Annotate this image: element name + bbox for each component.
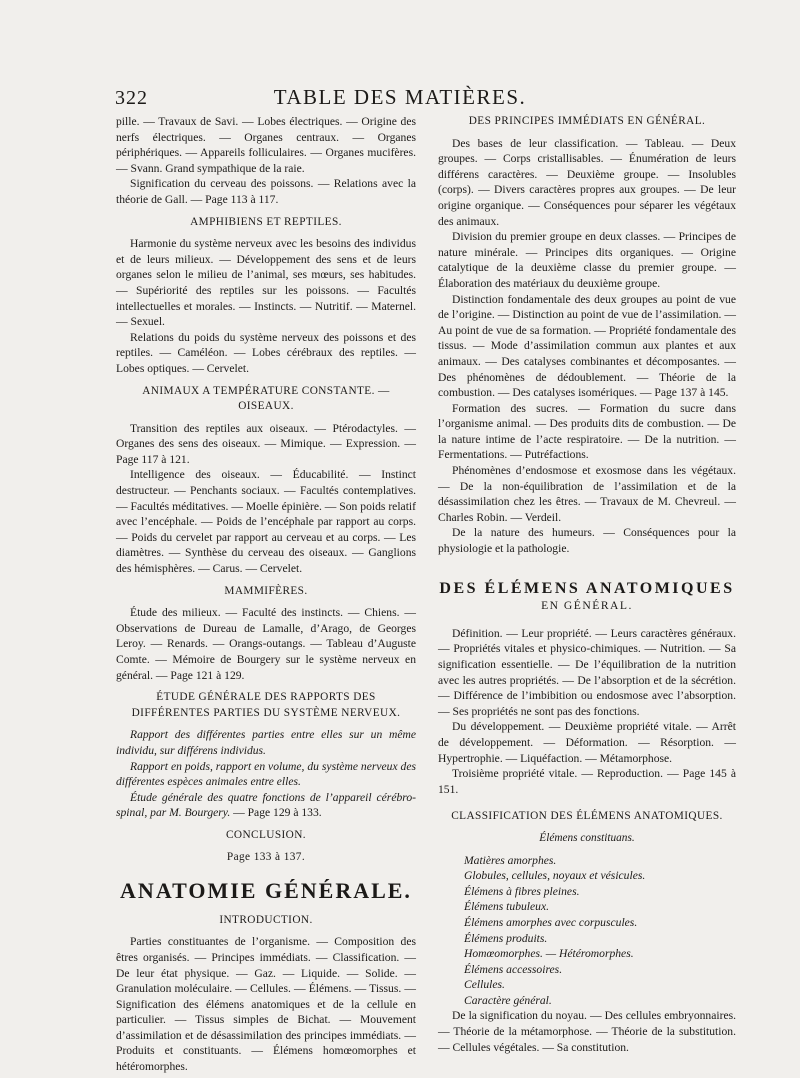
paragraph: Relations du poids du système nerveux des poissons et des reptiles. — Caméléon. — Lobes cérébraux des reptiles. — Lobes optiques. — Cervelet.	[116, 330, 416, 375]
chapter-title: ANATOMIE GÉNÉRALE.	[120, 878, 412, 904]
section-heading: MAMMIFÈRES.	[224, 584, 308, 597]
list-item: Caractère général.	[464, 993, 552, 1007]
paragraph: Distinction fondamentale des deux groupes au point de vue de l’origine. — Distinction au point de vue de l’assimilation. — Au point de vue de sa formation. — Propriété fondamentale des tissus. — Mode d’assimilation commun aux plantes et aux animaux. — Des catalyses combinantes et décomposantes. — Des phénomènes de dédoublement. — Théorie de la combustion. — Des catalyses isomériques. — Page 137 à 145.	[438, 292, 736, 400]
paragraph: pille. — Travaux de Savi. — Lobes électriques. — Origine des nerfs électriques. — Organes centraux. — Organes périphériques. — Appareils folliculaires. — Organes mucifères. — Svann. Grand sympathique de la raie.	[116, 115, 416, 175]
paragraph: Phénomènes d’endosmose et exosmose dans les végétaux. — De la non-équilibration de l’assimilation et de la désassimilation chez les êtres. — Travaux de M. Chevreul. — Charles Robin. — Verdeil.	[438, 464, 736, 524]
list-item: Cellules.	[464, 978, 505, 992]
list-item: Élémens produits.	[464, 931, 548, 945]
subheading: Élémens constituans.	[539, 831, 635, 844]
paragraph: Transition des reptiles aux oiseaux. — Ptérodactyles. — Organes des sens des oiseaux. — Mimique. — Expression. — Page 117 à 121.	[116, 421, 416, 466]
paragraph: Signification du cerveau des poissons. — Relations avec la théorie de Gall. — Page 113 à 117.	[116, 177, 416, 206]
section-heading: CONCLUSION.	[225, 828, 307, 841]
chapter-title: DES ÉLÉMENS ANATOMIQUES	[439, 579, 735, 597]
section-heading: INTRODUCTION.	[219, 913, 313, 926]
paragraph: Étude des milieux. — Faculté des instincts. — Chiens. — Observations de Dureau de Lamalle, d’Arago, de Georges Leroy. — Renards. — Orangs-outangs. — Tableau d’Auguste Comte. — Mémoire de Bourgery sur le système nerveux en général. — Page 121 à 129.	[116, 606, 416, 682]
list-item: Élémens accessoires.	[464, 962, 563, 976]
paragraph: Des bases de leur classification. — Tableau. — Deux groupes. — Corps cristallisables. — Énumération de leurs différens caractères. — Deuxième groupe. — Insolubles (corps). — Divers caractères propres aux groupes. — De leur origine organique. — Conséquences pour séparer les végétaux des animaux.	[438, 136, 736, 228]
section-heading: CLASSIFICATION DES ÉLÉMENS ANATOMIQUES.	[451, 810, 723, 823]
italic-text: Étude générale des quatre fonctions de l’appareil cérébro-spinal, par M. Bourgery.	[116, 790, 416, 820]
list-item: Matières amorphes.	[464, 853, 557, 867]
paragraph: Troisième propriété vitale. — Reproduction. — Page 145 à 151.	[438, 767, 736, 796]
list-item: Homœomorphes. — Hétéromorphes.	[464, 947, 634, 961]
list-item: Élémens amorphes avec corpuscules.	[464, 915, 638, 929]
paragraph: Rapport en poids, rapport en volume, du système nerveux des différentes espèces animales entre elles.	[116, 759, 416, 789]
right-column	[438, 114, 736, 1055]
section-heading: ANIMAUX A TEMPÉRATURE CONSTANTE. — OISEAUX.	[142, 384, 390, 413]
section-heading: DES PRINCIPES IMMÉDIATS EN GÉNÉRAL.	[468, 115, 706, 127]
running-head: TABLE DES MATIÈRES.	[273, 85, 527, 109]
paragraph: De la nature des humeurs. — Conséquences pour la physiologie et la pathologie.	[438, 526, 736, 556]
page-number: 322	[115, 87, 148, 109]
paragraph: Parties constituantes de l’organisme. — Composition des êtres organisés. — Principes immédiats. — Classification. — De leur état physique. — Gaz. — Liquide. — Solide. — Granulation moléculaire. — Cellules. — Élémens. — Tissus. — Signification des élémens anatomiques et de la cellule en particulier. — Tissus simples de Bichat. — Mouvement d’assimilation et de désassimilation des principes immédiats. — Produits et constituants. — Élémens homœomorphes et hétéromorphes.	[116, 935, 416, 1074]
paragraph: Division du premier groupe en deux classes. — Principes de nature minérale. — Principes dits organiques. — Origine catalytique de la deuxième classe du premier groupe. — Élaboration des matériaux du deuxième groupe.	[438, 230, 736, 290]
section-heading: AMPHIBIENS ET REPTILES.	[190, 215, 342, 228]
section-heading: ÉTUDE GÉNÉRALE DES RAPPORTS DES DIFFÉRENTES PARTIES DU SYSTÈME NERVEUX.	[131, 691, 401, 719]
paragraph: Intelligence des oiseaux. — Éducabilité. — Instinct destructeur. — Penchants sociaux. — Facultés contemplatives. — Facultés méditatives. — Moelle épinière. — Son poids relatif avec l’encéphale. — Poids de l’encéphale par rapport au corps. — Poids du cervelet par rapport au cerveau et au corps. — Les diamètres. — Synthèse du cerveau des oiseaux. — Ganglions des hémisphères. — Carus. — Cervelet.	[116, 468, 416, 576]
paragraph: Définition. — Leur propriété. — Leurs caractères généraux. — Propriétés vitales et physico-chimiques. — Nutrition. — Sa signification essentielle. — De l’équilibration de la nutrition avec les autres propriétés. — De l’absorption et de la sécrétion. — Différence de l’imbibition ou endosmose avec l’absorption. — Ses propriétés ne sont pas des fonctions.	[438, 626, 736, 718]
chapter-subtitle: EN GÉNÉRAL.	[541, 599, 633, 613]
page-reference: Page 133 à 137.	[226, 850, 306, 863]
paragraph: Formation des sucres. — Formation du sucre dans l’organisme animal. — Des produits dits de combustion. — De la nature intime de l’acte respiratoire. — De la nutrition. — Fermentations. — Putréfactions.	[438, 401, 736, 462]
text: — Page 129 à 133.	[230, 806, 322, 820]
list-item: Élémens à fibres pleines.	[464, 884, 580, 898]
left-column	[116, 114, 416, 1075]
paragraph: Du développement. — Deuxième propriété vitale. — Arrêt de développement. — Déformation. — Résorption. — Hypertrophie. — Liquéfaction. — Métamorphose.	[438, 720, 736, 765]
paragraph	[116, 790, 416, 821]
paragraph: Rapport des différentes parties entre elles sur un même individu, sur différens individus.	[116, 728, 416, 757]
paragraph: De la signification du noyau. — Des cellules embryonnaires. — Théorie de la métamorphose. — Théorie de la substitution. — Cellules végétales. — Sa constitution.	[438, 1009, 736, 1054]
paragraph: Harmonie du système nerveux avec les besoins des individus et de leurs milieux. — Développement des sens et de leurs organes selon le milieu de l’animal, ses mœurs, ses habitudes. — Supériorité des reptiles sur les poissons. — Facultés intellectuelles et morales. — Instincts. — Nutritif. — Maternel. — Sexuel.	[116, 237, 416, 329]
list-item: Élémens tubuleux.	[464, 900, 549, 914]
list-item: Globules, cellules, noyaux et vésicules.	[464, 869, 646, 883]
